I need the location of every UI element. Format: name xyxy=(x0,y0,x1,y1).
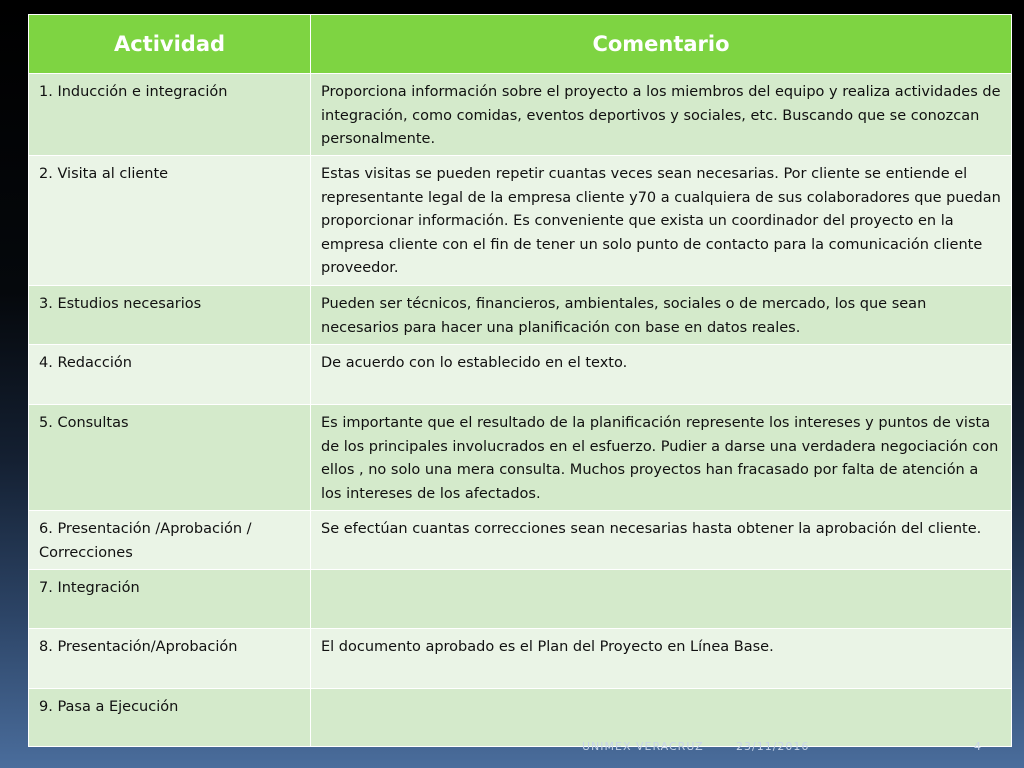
table-row xyxy=(29,570,1012,629)
header-activity: Actividad xyxy=(29,15,311,74)
activity-cell: 5. Consultas xyxy=(29,405,311,511)
activity-cell: 7. Integración xyxy=(29,570,311,629)
activity-cell: 2. Visita al cliente xyxy=(29,156,311,286)
comment-cell: Se efectúan cuantas correcciones sean necesarias hasta obtener la aprobación del cliente. xyxy=(311,511,1012,570)
comment-cell: Es importante que el resultado de la planificación represente los intereses y puntos de vista de los principales involucrados en el esfuerzo. Pudier a darse una verdadera negociación con ellos , no solo una mera consulta. Muchos proyectos han fracasado por falta de atención a los intereses de los afectados. xyxy=(311,405,1012,511)
table-header-row xyxy=(29,15,1012,74)
activity-cell: 6. Presentación /Aprobación / Correcciones xyxy=(29,511,311,570)
footer-organization: UNIMEX VERACRUZ xyxy=(582,740,704,753)
table-row xyxy=(29,345,1012,405)
footer-page-number: 4 xyxy=(974,740,982,753)
table-row xyxy=(29,405,1012,511)
activity-cell: 8. Presentación/Aprobación xyxy=(29,629,311,689)
comment-cell: Estas visitas se pueden repetir cuantas veces sean necesarias. Por cliente se entiende el representante legal de la empresa cliente y70 a cualquiera de sus colaboradores que puedan proporcionar información. Es conveniente que exista un coordinador del proyecto en la empresa cliente con el fin de tener un solo punto de contacto para la comunicación cliente proveedor. xyxy=(311,156,1012,286)
comment-cell: Pueden ser técnicos, financieros, ambientales, sociales o de mercado, los que sean necesarios para hacer una planificación con base en datos reales. xyxy=(311,286,1012,345)
comment-cell: El documento aprobado es el Plan del Proyecto en Línea Base. xyxy=(311,629,1012,689)
comment-cell: Proporciona información sobre el proyecto a los miembros del equipo y realiza actividades de integración, como comidas, eventos deportivos y sociales, etc. Buscando que se conozcan personalmente. xyxy=(311,74,1012,156)
header-comment: Comentario xyxy=(311,15,1012,74)
comment-cell xyxy=(311,570,1012,629)
table-row xyxy=(29,511,1012,570)
table-row xyxy=(29,629,1012,689)
table-row xyxy=(29,156,1012,286)
activities-table xyxy=(28,14,1012,747)
activity-cell: 1. Inducción e integración xyxy=(29,74,311,156)
activity-cell: 3. Estudios necesarios xyxy=(29,286,311,345)
table-row xyxy=(29,74,1012,156)
table-row xyxy=(29,689,1012,747)
activity-cell: 9. Pasa a Ejecución xyxy=(29,689,311,747)
comment-cell xyxy=(311,689,1012,747)
activity-cell: 4. Redacción xyxy=(29,345,311,405)
table-row xyxy=(29,286,1012,345)
comment-cell: De acuerdo con lo establecido en el texto. xyxy=(311,345,1012,405)
footer-date: 23/11/2016 xyxy=(736,740,810,753)
